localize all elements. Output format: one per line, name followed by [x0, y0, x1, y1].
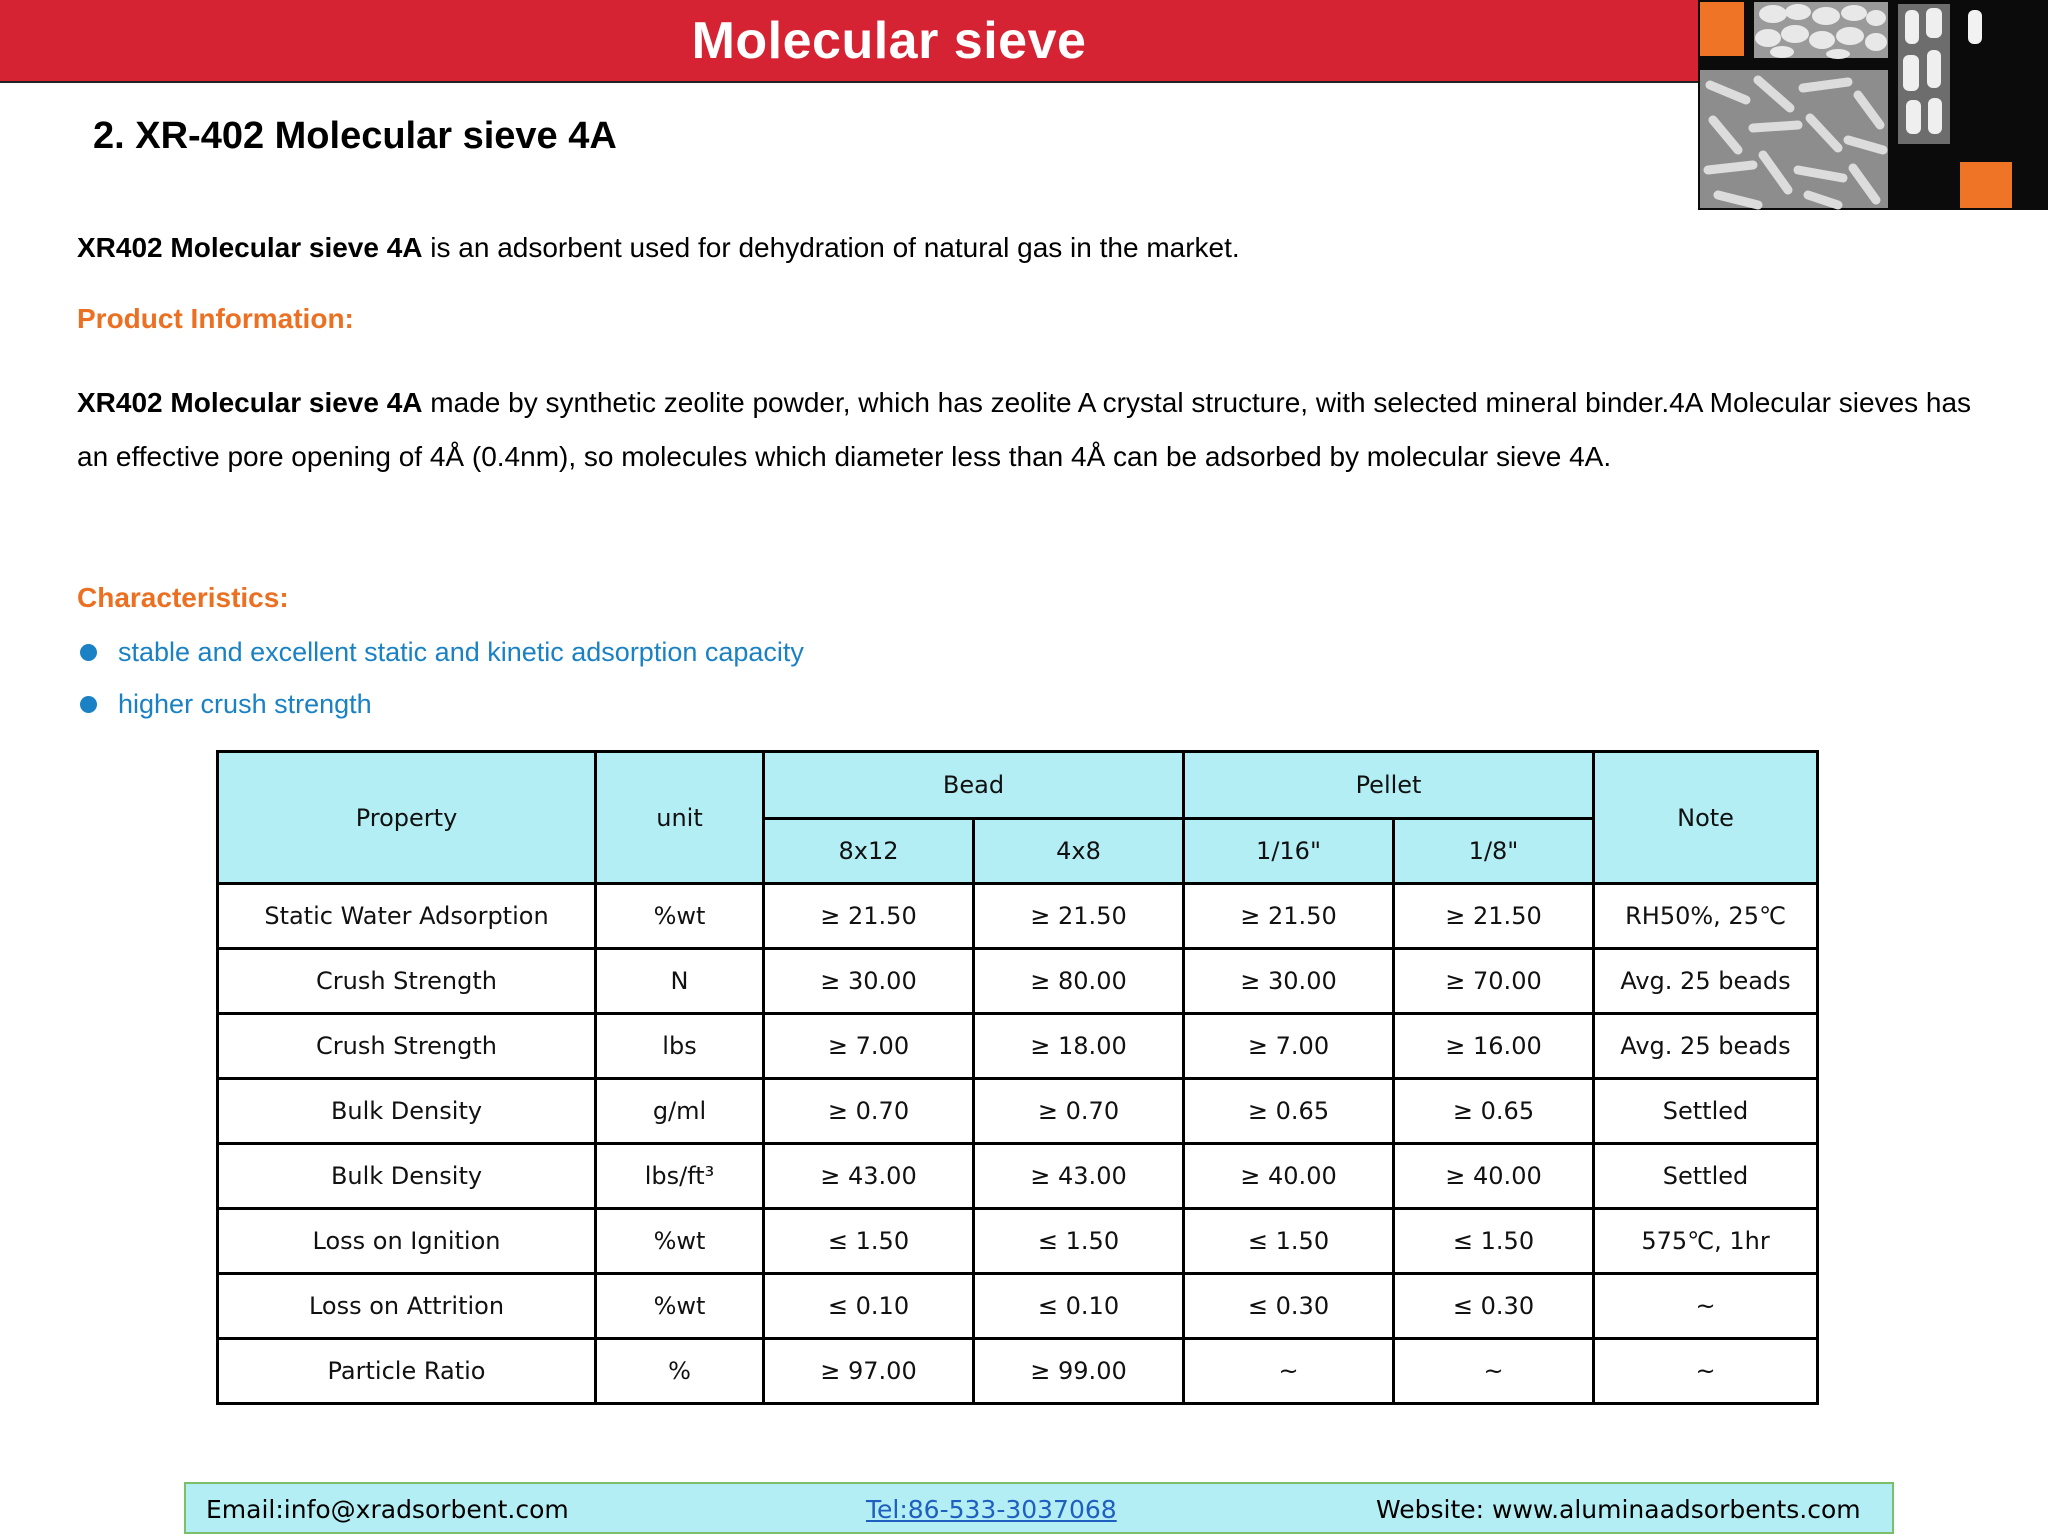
contact-footer [184, 1482, 1894, 1534]
cell-value: ≤ 1.50 [764, 1209, 974, 1274]
footer-phone-link[interactable]: Tel:86-533-3037068 [866, 1495, 1117, 1524]
header-note: Note [1594, 752, 1818, 884]
cell-unit: lbs [596, 1014, 764, 1079]
section-heading: 2. XR-402 Molecular sieve 4A [93, 115, 617, 157]
header-pellet-1-16: 1/16" [1184, 819, 1394, 884]
footer-email: Email:info@xradsorbent.com [206, 1495, 569, 1524]
cell-value: ≥ 43.00 [764, 1144, 974, 1209]
bullet-icon [80, 644, 97, 661]
header-bead: Bead [764, 752, 1184, 819]
cell-property: Crush Strength [218, 1014, 596, 1079]
cell-value: ≤ 0.10 [974, 1274, 1184, 1339]
cell-note: RH50%, 25℃ [1594, 884, 1818, 949]
cell-note: ~ [1594, 1274, 1818, 1339]
table-row [218, 1339, 1818, 1404]
cell-value: ≥ 99.00 [974, 1339, 1184, 1404]
cell-value: ≥ 21.50 [1394, 884, 1594, 949]
bullet-icon [80, 696, 97, 713]
cell-property: Loss on Attrition [218, 1274, 596, 1339]
cell-note: Avg. 25 beads [1594, 1014, 1818, 1079]
intro-product-name: XR402 Molecular sieve 4A [77, 232, 423, 263]
cell-value: ≥ 30.00 [1184, 949, 1394, 1014]
table-row [218, 1144, 1818, 1209]
cell-unit: %wt [596, 1209, 764, 1274]
header-pellet-1-8: 1/8" [1394, 819, 1594, 884]
cell-value: ≥ 16.00 [1394, 1014, 1594, 1079]
footer-website: Website: www.aluminaadsorbents.com [1376, 1495, 1861, 1524]
cell-value: ≥ 70.00 [1394, 949, 1594, 1014]
cell-value: ≥ 43.00 [974, 1144, 1184, 1209]
cell-value: ≤ 0.30 [1184, 1274, 1394, 1339]
cell-value: ≥ 21.50 [764, 884, 974, 949]
cell-value: ≥ 0.70 [974, 1079, 1184, 1144]
cell-unit: N [596, 949, 764, 1014]
table-row [218, 884, 1818, 949]
intro-paragraph [77, 228, 1977, 268]
cell-unit: %wt [596, 1274, 764, 1339]
cell-value: ≥ 7.00 [1184, 1014, 1394, 1079]
cell-value: ≥ 40.00 [1394, 1144, 1594, 1209]
cell-note: Settled [1594, 1144, 1818, 1209]
cell-property: Crush Strength [218, 949, 596, 1014]
cell-unit: % [596, 1339, 764, 1404]
description-product-name: XR402 Molecular sieve 4A [77, 387, 423, 418]
description-text: made by synthetic zeolite powder, which has zeolite A crystal structure, with selected mineral binder.4A Molecular sieves has an effective pore opening of 4Å (0.4nm), so molecules which diameter less than 4Å can be adsorbed by molecular sieve 4A. [77, 387, 1972, 472]
cell-value: ~ [1394, 1339, 1594, 1404]
cell-value: ≥ 0.65 [1394, 1079, 1594, 1144]
list-item [77, 678, 804, 730]
header-bead-4x8: 4x8 [974, 819, 1184, 884]
cell-value: ≥ 80.00 [974, 949, 1184, 1014]
cell-value: ~ [1184, 1339, 1394, 1404]
cell-value: ≥ 97.00 [764, 1339, 974, 1404]
header-property: Property [218, 752, 596, 884]
page-title: Molecular sieve [691, 11, 1087, 70]
table-row [218, 1079, 1818, 1144]
cell-note: Settled [1594, 1079, 1818, 1144]
header-pellet: Pellet [1184, 752, 1594, 819]
cell-note: Avg. 25 beads [1594, 949, 1818, 1014]
list-item [77, 626, 804, 678]
cell-property: Particle Ratio [218, 1339, 596, 1404]
intro-text: is an adsorbent used for dehydration of natural gas in the market. [422, 232, 1240, 263]
cell-value: ≥ 21.50 [1184, 884, 1394, 949]
table-row [218, 949, 1818, 1014]
cell-unit: %wt [596, 884, 764, 949]
cell-value: ≥ 30.00 [764, 949, 974, 1014]
cell-value: ≥ 21.50 [974, 884, 1184, 949]
cell-value: ≥ 18.00 [974, 1014, 1184, 1079]
header-bead-8x12: 8x12 [764, 819, 974, 884]
characteristic-text: stable and excellent static and kinetic adsorption capacity [118, 636, 804, 667]
cell-value: ≥ 0.65 [1184, 1079, 1394, 1144]
cell-value: ≤ 0.10 [764, 1274, 974, 1339]
cell-unit: lbs/ft³ [596, 1144, 764, 1209]
header-bar [0, 0, 1698, 83]
cell-value: ≥ 0.70 [764, 1079, 974, 1144]
cell-value: ≤ 1.50 [1394, 1209, 1594, 1274]
cell-property: Bulk Density [218, 1144, 596, 1209]
cell-property: Bulk Density [218, 1079, 596, 1144]
cell-value: ≤ 1.50 [1184, 1209, 1394, 1274]
cell-value: ≤ 1.50 [974, 1209, 1184, 1274]
table-row [218, 1209, 1818, 1274]
cell-note: 575℃, 1hr [1594, 1209, 1818, 1274]
product-information-heading: Product Information: [77, 303, 354, 334]
table-row [218, 1274, 1818, 1339]
cell-property: Static Water Adsorption [218, 884, 596, 949]
header-unit: unit [596, 752, 764, 884]
specification-table [216, 750, 1819, 1405]
table-row [218, 1014, 1818, 1079]
cell-value: ≥ 7.00 [764, 1014, 974, 1079]
cell-value: ≤ 0.30 [1394, 1274, 1594, 1339]
cell-note: ~ [1594, 1339, 1818, 1404]
cell-unit: g/ml [596, 1079, 764, 1144]
product-photo [1698, 0, 2048, 210]
characteristic-text: higher crush strength [118, 688, 372, 719]
characteristics-list [77, 626, 804, 730]
product-description [77, 376, 1977, 484]
cell-value: ≥ 40.00 [1184, 1144, 1394, 1209]
characteristics-heading: Characteristics: [77, 582, 289, 613]
cell-property: Loss on Ignition [218, 1209, 596, 1274]
